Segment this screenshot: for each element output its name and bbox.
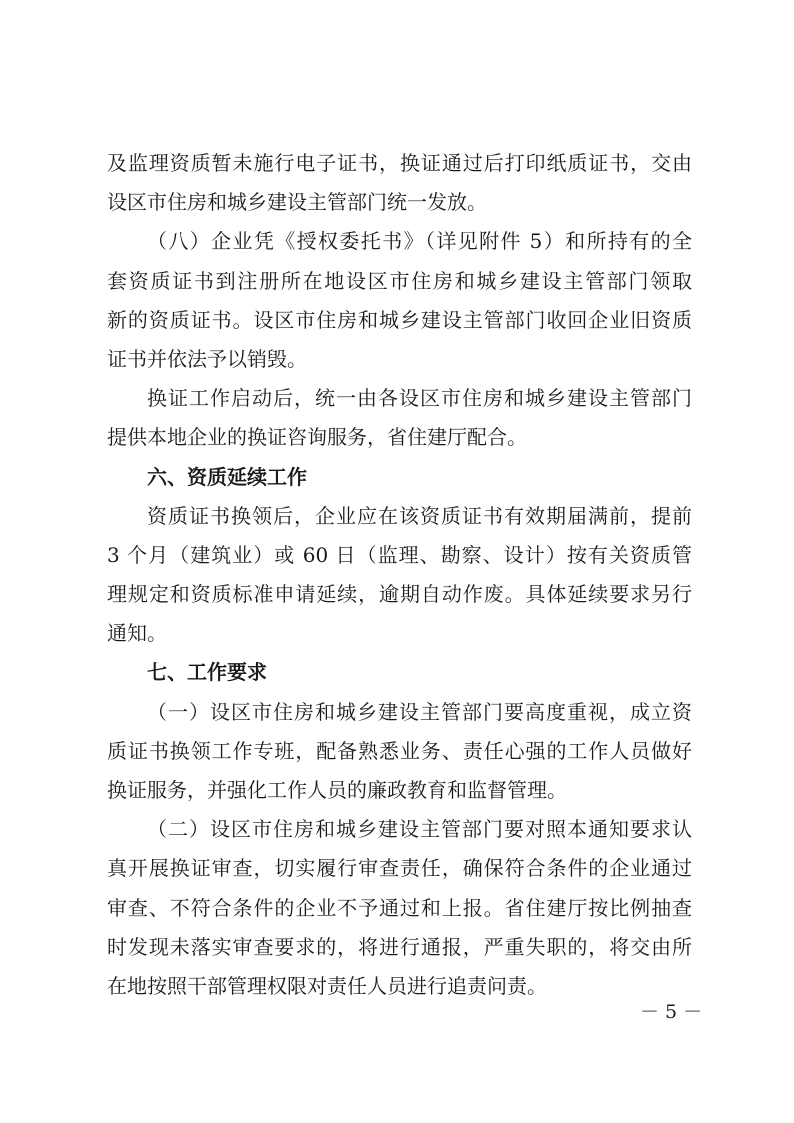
text-line: 设区市住房和城乡建设主管部门统一发放。 [107,190,487,215]
section-heading: 六、资质延续工作 [147,464,307,489]
text-line: 新的资质证书。设区市住房和城乡建设主管部门收回企业旧资质 [107,307,692,332]
text-line: 资质证书换领后，企业应在该资质证书有效期届满前，提前 [147,503,692,528]
text-line: （一）设区市住房和城乡建设主管部门要高度重视，成立资 [147,699,692,724]
text-line: 及监理资质暂未施行电子证书，换证通过后打印纸质证书，交由 [107,151,692,175]
text-line: （二）设区市住房和城乡建设主管部门要对照本通知要求认 [147,817,692,842]
text-line: （八）企业凭《授权委托书》（详见附件 5）和所持有的全 [147,229,692,254]
text-line: 质证书换领工作专班，配备熟悉业务、责任心强的工作人员做好 [107,738,692,763]
text-line: 提供本地企业的换证咨询服务，省住建厅配合。 [107,425,527,450]
text-line: 3 个月（建筑业）或 60 日（监理、勘察、设计）按有关资质管 [107,542,692,567]
text-line: 换证工作启动后，统一由各设区市住房和城乡建设主管部门 [147,386,692,411]
text-line: 套资质证书到注册所在地设区市住房和城乡建设主管部门领取 [107,268,692,293]
text-line: 时发现未落实审查要求的，将进行通报，严重失职的，将交由所 [107,934,692,959]
text-line: 真开展换证审查，切实履行审查责任，确保符合条件的企业通过 [107,856,692,881]
text-line: 理规定和资质标准申请延续，逾期自动作废。具体延续要求另行 [107,582,692,607]
text-line: 证书并依法予以销毁。 [107,346,307,371]
body-text [107,144,692,1006]
text-line: 审查、不符合条件的企业不予通过和上报。省住建厅按比例抽查 [107,895,692,920]
page-number: － 5 － [640,1001,703,1023]
text-line: 换证服务，并强化工作人员的廉政教育和监督管理。 [107,778,567,802]
text-line: 通知。 [107,621,167,646]
section-heading: 七、工作要求 [147,660,267,685]
text-line: 在地按照干部管理权限对责任人员进行追责问责。 [107,973,547,998]
